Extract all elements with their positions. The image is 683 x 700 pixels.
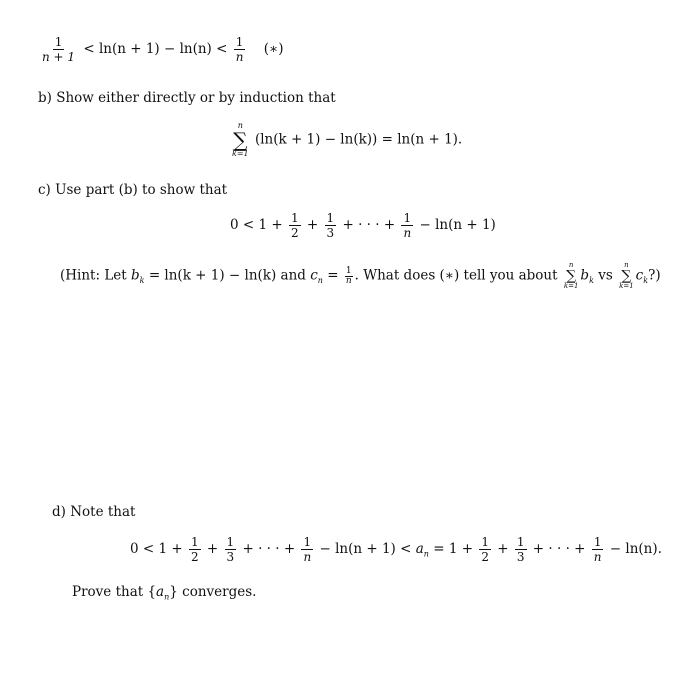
fraction-one-over-n: $\frac{1}{n}$: [303, 535, 312, 564]
fraction-third: $\frac{1}{3}$: [516, 535, 525, 564]
part-d-prove: Prove that $\{a_n\}$ converges.: [72, 584, 257, 602]
part-c-prompt: [38, 184, 227, 198]
part-d-prompt: [52, 506, 135, 520]
part-d-equation: 0 < 1 + $\frac{1}{2}$ + $\frac{1}{3}$ + · · · + $\frac{1}{n}$ − $\ln(n + 1) < a_n = 1$ + $\frac{1}{2}$ + $\frac{1}{3}$ + · · · + $\frac{1}{n}$ − ln(n).: [130, 535, 662, 564]
fraction-half: $\frac{1}{2}$: [481, 535, 489, 564]
part-c-equation: 0 < 1 + $\frac{1}{2}$ + $\frac{1}{3}$ + · · · + $\frac{1}{n}$ − ln(n + 1): [230, 211, 496, 240]
summation: n ∑ k=1: [563, 261, 579, 290]
fraction-half: $\frac{1}{2}$: [290, 211, 299, 240]
part-d-text: Note that: [70, 504, 136, 520]
part-b-text: Show either directly or by induction that: [56, 90, 336, 106]
part-b-label: b): [38, 90, 52, 106]
inequality-middle: < ln(n + 1) − ln(n) <: [83, 41, 228, 57]
part-d-label: d): [52, 504, 66, 520]
summation: n ∑ k=1: [232, 121, 249, 158]
fraction-one-over-n: $\frac{1}{n}$: [345, 265, 352, 286]
fraction-half: $\frac{1}{2}$: [190, 535, 199, 564]
fraction-one-over-n: $\frac{1}{n}$: [403, 211, 412, 240]
fraction-one-over-n: $\frac{1}{n}$: [235, 35, 244, 64]
part-b-expression: (ln(k + 1) − ln(k)) = ln(n + 1).: [254, 131, 463, 148]
part-c-text: Use part (b) to show that: [55, 182, 228, 198]
equation-star: [38, 36, 283, 63]
part-b-equation: [230, 122, 462, 158]
hint-text: (Hint: Let $b_k = \ln(k + 1) - \ln(k)$ and $c_n$ = $\frac{1}{n}$ . What does (∗) tell you about n ∑ k=1 $b_k$ vs n ∑ k=1 $c_k$?): [60, 261, 661, 290]
equation-tag: (∗): [263, 41, 284, 57]
fraction-third: $\frac{1}{3}$: [226, 535, 235, 564]
fraction-third: $\frac{1}{3}$: [326, 211, 335, 240]
fraction-one-over-n-plus-one: $\frac{1}{n + 1}$: [42, 35, 76, 64]
part-b-prompt: [38, 92, 336, 106]
part-c-label: c): [38, 182, 51, 198]
fraction-one-over-n: $\frac{1}{n}$: [593, 535, 602, 564]
summation: n ∑ k=1: [619, 261, 634, 290]
